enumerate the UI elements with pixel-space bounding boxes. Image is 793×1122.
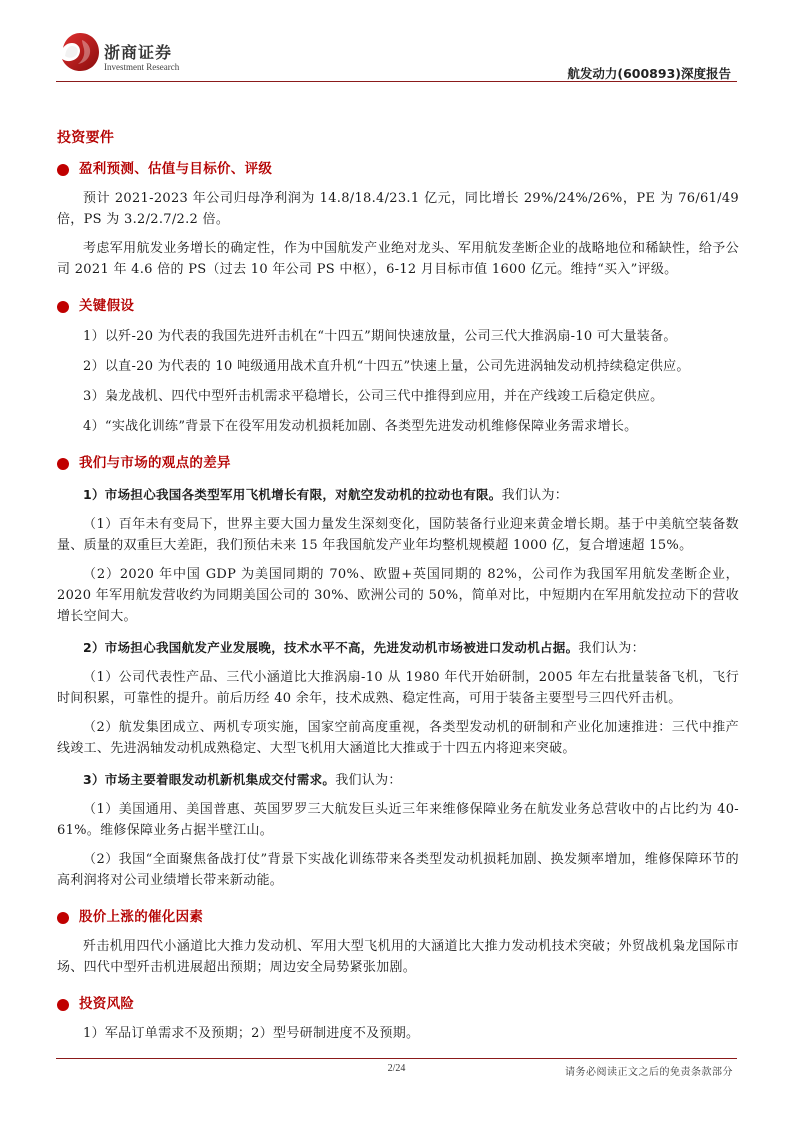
main-heading: 投资要件 [57, 130, 115, 146]
report-body [57, 128, 739, 1050]
list-item: 2）以直-20 为代表的 10 吨级通用战术直升机“十四五”快速上量，公司先进涡轴发动机持续稳定供应。 [83, 359, 690, 374]
view-lead-text: 3）市场主要着眼发动机新机集成交付需求。 [83, 772, 336, 787]
section-heading [57, 907, 739, 928]
paragraph: （1）公司代表性产品、三代小涵道比大推涡扇-10 从 1980 年代开始研制，2005 年左右批量装备飞机，飞行时间积累，可靠性的提升。前后历经 40 余年，技术成熟、稳定性高，可用于装备主要型号三四代歼击机。 [57, 670, 739, 706]
list-item: 1）以歼-20 为代表的我国先进歼击机在“十四五”期间快速放量，公司三代大推涡扇-10 可大量装备。 [83, 329, 677, 344]
list-item: 3）枭龙战机、四代中型歼击机需求平稳增长，公司三代中推得到应用，并在产线竣工后稳定供应。 [83, 389, 664, 404]
view-lead-text: 1）市场担心我国各类型军用飞机增长有限，对航空发动机的拉动也有限。 [83, 487, 502, 502]
section-heading [57, 296, 739, 317]
section-heading [57, 159, 739, 180]
bullet-dot-icon [57, 912, 69, 924]
logo-english-name: Investment Research [104, 62, 180, 72]
view-suffix: 我们认为： [335, 773, 402, 788]
section-catalysts [57, 907, 739, 978]
paragraph: （2）我国“全面聚焦备战打仗”背景下实战化训练带来各类型发动机损耗加剧、换发频率增加，维修保障环节的高利润将对公司业绩增长带来新动能。 [57, 852, 739, 888]
view-point-lead [57, 484, 739, 506]
view-suffix: 我们认为： [578, 641, 645, 656]
section-risks [57, 994, 739, 1044]
bullet-dot-icon [57, 999, 69, 1011]
report-title: 航发动力(600893)深度报告 [567, 66, 731, 81]
bullet-dot-icon [57, 164, 69, 176]
page-header [0, 0, 793, 82]
bullet-dot-icon [57, 301, 69, 313]
section-heading [57, 453, 739, 474]
footer-divider [56, 1058, 737, 1059]
paragraph: 考虑军用航发业务增长的确定性，作为中国航发产业绝对龙头、军用航发垄断企业的战略地位和稀缺性，给予公司 2021 年 4.6 倍的 PS（过去 10 年公司 PS 中枢），6-12 月目标市值 1600 亿元。维持“买入”评级。 [57, 241, 739, 277]
view-suffix: 我们认为： [501, 488, 569, 503]
paragraph: （2）航发集团成立、两机专项实施，国家空前高度重视，各类型发动机的研制和产业化加速推进：三代中推产线竣工、先进涡轴发动机成熟稳定、大型飞机用大涵道比大推或于十四五内将迎来突破。 [57, 720, 739, 756]
paragraph: （1）百年未有变局下，世界主要大国力量发生深刻变化，国防装备行业迎来黄金增长期。基于中美航空装备数量、质量的双重巨大差距，我们预估未来 15 年我国航发产业年均整机规模超 1000 亿，复合增速超 15%。 [57, 517, 739, 553]
section-title: 盈利预测、估值与目标价、评级 [79, 161, 273, 177]
section-title: 我们与市场的观点的差异 [79, 455, 231, 471]
footer-disclaimer: 请务必阅读正文之后的免责条款部分 [565, 1067, 733, 1078]
paragraph: （2）2020 年中国 GDP 为美国同期的 70%、欧盟+英国同期的 82%，公司作为我国军用航发垄断企业，2020 年军用航发营收约为同期美国公司的 30%、欧洲公司的 50%，简单对比，中短期内在军用航发拉动下的营收增长空间大。 [57, 567, 739, 624]
page-number: 2/24 [387, 1063, 406, 1074]
paragraph: 1）军品订单需求不及预期；2）型号研制进度不及预期。 [83, 1026, 420, 1041]
section-title: 关键假设 [79, 298, 135, 314]
section-views [57, 453, 739, 891]
logo-chinese-name: 浙商证券 [104, 43, 173, 62]
paragraph: 歼击机用四代小涵道比大推力发动机、军用大型飞机用的大涵道比大推力发动机技术突破；外贸战机枭龙国际市场、四代中型歼击机进展超出预期；周边安全局势紧张加剧。 [57, 939, 739, 975]
section-title: 投资风险 [79, 996, 135, 1012]
header-divider [56, 81, 737, 82]
paragraph: 预计 2021-2023 年公司归母净利润为 14.8/18.4/23.1 亿元，同比增长 29%/24%/26%，PE 为 76/61/49 倍，PS 为 3.2/2.7/2.2 倍。 [57, 191, 739, 227]
bullet-dot-icon [57, 458, 69, 470]
section-title: 股价上涨的催化因素 [79, 909, 204, 925]
view-point-lead [57, 769, 739, 791]
section-heading [57, 994, 739, 1015]
view-point-lead [57, 637, 739, 659]
view-lead-text: 2）市场担心我国航发产业发展晚，技术水平不高，先进发动机市场被进口发动机占据。 [83, 640, 579, 655]
list-item: 4）“实战化训练”背景下在役军用发动机损耗加剧、各类型先进发动机维修保障业务需求增长。 [83, 419, 638, 434]
section-forecast [57, 159, 739, 280]
zheshang-logo-icon [58, 30, 102, 74]
section-assumptions [57, 296, 739, 437]
paragraph: （1）美国通用、美国普惠、英国罗罗三大航发巨头近三年来维修保障业务在航发业务总营收中的占比约为 40-61%。维修保障业务占据半壁江山。 [57, 802, 739, 838]
